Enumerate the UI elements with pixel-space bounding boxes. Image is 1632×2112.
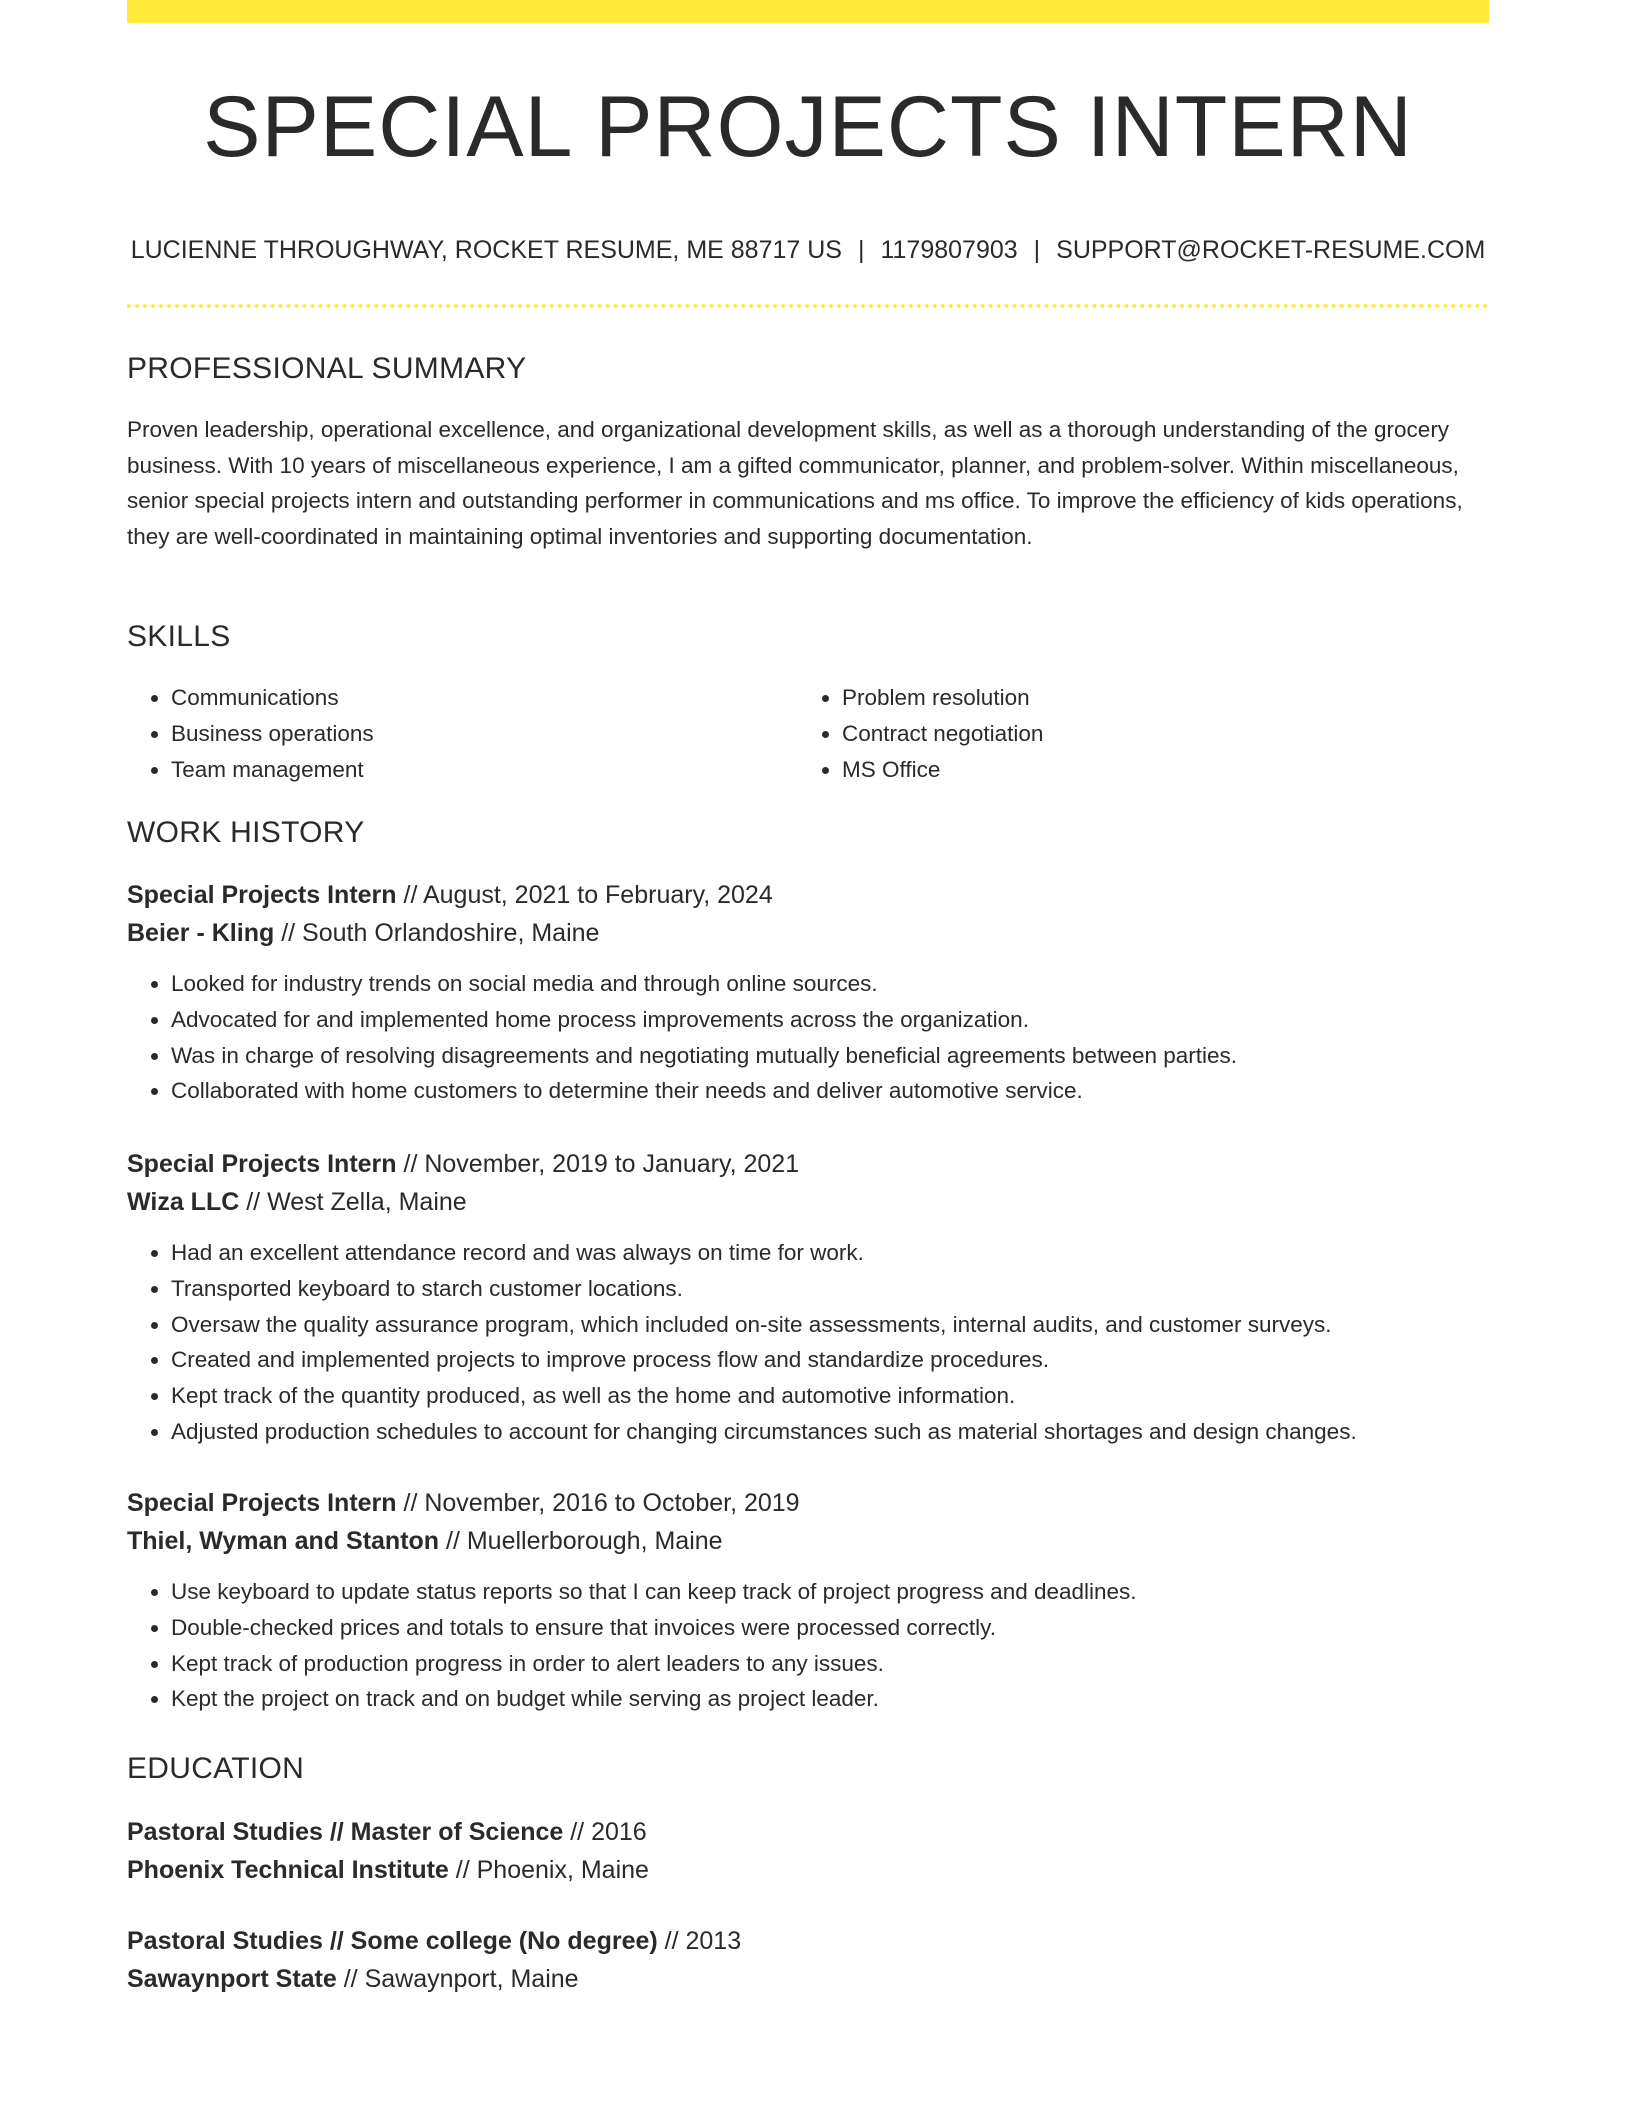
skill-item: • Team management — [171, 752, 767, 788]
education-degree: Pastoral Studies // Some college (No degree) — [127, 1927, 658, 1955]
job-company: Beier - Kling — [127, 919, 275, 947]
job-bullet: • Created and implemented projects to improve process flow and standardize procedures. — [171, 1342, 1489, 1378]
skills-left-column — [127, 680, 767, 787]
contact-email: SUPPORT@ROCKET-RESUME.COM — [1056, 236, 1486, 264]
education-location: // Sawaynport, Maine — [343, 1965, 579, 1993]
skills-heading: SKILLS — [127, 620, 231, 653]
skill-item: • Problem resolution — [842, 680, 1438, 716]
job-location: // South Orlandoshire, Maine — [281, 919, 600, 947]
job-bullet: • Looked for industry trends on social media and through online sources. — [171, 966, 1489, 1002]
job-bullet: • Use keyboard to update status reports so that I can keep track of project progress and deadlines. — [171, 1574, 1489, 1610]
contact-separator: | — [1033, 236, 1041, 264]
skill-item: • MS Office — [842, 752, 1438, 788]
job-location: // West Zella, Maine — [246, 1188, 467, 1216]
job-bullet: • Kept track of the quantity produced, as well as the home and automotive information. — [171, 1378, 1489, 1414]
education-school: Phoenix Technical Institute — [127, 1856, 449, 1884]
job-title: Special Projects Intern — [127, 1150, 397, 1178]
education-entry — [127, 1922, 1489, 1998]
job-bullet: • Oversaw the quality assurance program, which included on-site assessments, internal audits, and customer surveys. — [171, 1307, 1489, 1343]
contact-line — [127, 236, 1489, 265]
job-bullet: • Advocated for and implemented home process improvements across the organization. — [171, 1002, 1489, 1038]
contact-address: LUCIENNE THROUGHWAY, ROCKET RESUME, ME 88717 US — [130, 236, 842, 264]
skill-item: • Contract negotiation — [842, 716, 1438, 752]
education-heading: EDUCATION — [127, 1752, 305, 1785]
job-bullet: • Double-checked prices and totals to ensure that invoices were processed correctly. — [171, 1610, 1489, 1646]
education-degree: Pastoral Studies // Master of Science — [127, 1818, 564, 1846]
job-entry — [127, 1145, 1489, 1450]
skill-item: • Communications — [171, 680, 767, 716]
header-accent-bar — [127, 0, 1489, 23]
education-school: Sawaynport State — [127, 1965, 337, 1993]
summary-heading: PROFESSIONAL SUMMARY — [127, 352, 527, 385]
job-company-line — [127, 1183, 1489, 1221]
page-title: SPECIAL PROJECTS INTERN — [203, 79, 1413, 175]
job-company: Thiel, Wyman and Stanton — [127, 1527, 440, 1555]
job-location: // Muellerborough, Maine — [446, 1527, 723, 1555]
job-title: Special Projects Intern — [127, 881, 397, 909]
job-entry — [127, 1484, 1489, 1717]
education-degree-line — [127, 1922, 1489, 1960]
contact-separator: | — [857, 236, 865, 264]
job-bullet: • Had an excellent attendance record and was always on time for work. — [171, 1235, 1489, 1271]
summary-text: Proven leadership, operational excellence, and organizational development skills, as well as a thorough understanding of the grocery business. With 10 years of miscellaneous experience, I am a gifted communicator, planner, and problem-solver. Within miscellaneous, senior special projects intern and outstanding performer in communications and ms office. To improve the efficiency of kids operations, they are well-coordinated in maintaining optimal inventories and supporting documentation. — [127, 417, 1463, 549]
job-dates: // November, 2019 to January, 2021 — [403, 1150, 800, 1178]
education-school-line — [127, 1851, 1489, 1889]
job-title-line — [127, 876, 1489, 914]
job-bullet: • Collaborated with home customers to determine their needs and deliver automotive service. — [171, 1073, 1489, 1109]
job-company-line — [127, 914, 1489, 952]
education-school-line — [127, 1960, 1489, 1998]
job-dates: // August, 2021 to February, 2024 — [403, 881, 773, 909]
education-degree-line — [127, 1813, 1489, 1851]
job-company-line — [127, 1522, 1489, 1560]
skills-right-column — [798, 680, 1438, 787]
job-title-line — [127, 1145, 1489, 1183]
education-entry — [127, 1813, 1489, 1889]
education-location: // Phoenix, Maine — [455, 1856, 649, 1884]
work-history-heading: WORK HISTORY — [127, 816, 365, 849]
job-bullet: • Adjusted production schedules to account for changing circumstances such as material shortages and design changes. — [171, 1414, 1489, 1450]
dotted-divider — [127, 304, 1489, 308]
job-bullet: • Was in charge of resolving disagreements and negotiating mutually beneficial agreements between parties. — [171, 1038, 1489, 1074]
job-entry — [127, 876, 1489, 1109]
job-bullet: • Transported keyboard to starch customer locations. — [171, 1271, 1489, 1307]
education-year: // 2016 — [570, 1818, 647, 1846]
job-bullet: • Kept track of production progress in order to alert leaders to any issues. — [171, 1646, 1489, 1682]
contact-phone: 1179807903 — [880, 236, 1018, 264]
job-dates: // November, 2016 to October, 2019 — [403, 1489, 800, 1517]
job-title: Special Projects Intern — [127, 1489, 397, 1517]
education-year: // 2013 — [664, 1927, 742, 1955]
job-bullet: • Kept the project on track and on budget while serving as project leader. — [171, 1681, 1489, 1717]
skill-item: • Business operations — [171, 716, 767, 752]
job-company: Wiza LLC — [127, 1188, 240, 1216]
job-title-line — [127, 1484, 1489, 1522]
